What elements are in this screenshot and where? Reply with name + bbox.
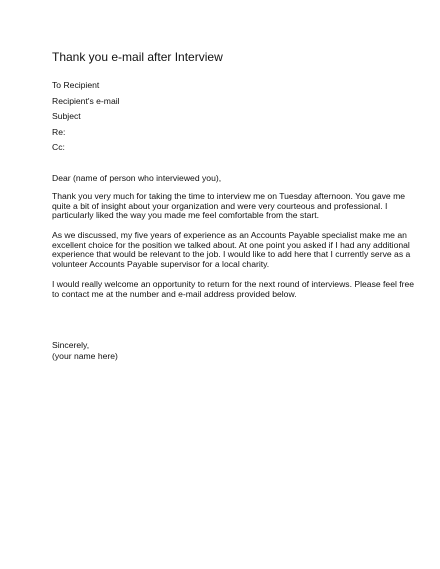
letter-paragraph-2 [52, 230, 411, 269]
paragraph-line: I would really welcome an opportunity to return for the next round of interviews. Please feel free [52, 279, 415, 289]
letter-closing: Sincerely, [52, 340, 90, 350]
re-field: Re: [52, 127, 66, 137]
letter-paragraph-3 [52, 279, 415, 299]
letter-paragraph-1 [52, 191, 406, 221]
paragraph-line: particularly liked the way you made me feel comfortable from the start. [52, 210, 319, 221]
letter-greeting: Dear (name of person who interviewed you), [52, 173, 222, 183]
subject-field: Subject [52, 111, 81, 121]
paragraph-line: volunteer Accounts Payable supervisor for a local charity. [52, 258, 270, 269]
to-field: To Recipient [52, 80, 100, 90]
paragraph-line: experience that would be relevant to the job. I would like to add here that I currently serve as a [52, 249, 411, 260]
paragraph-line: quite a bit of insight about your organization and were very courteous and professional. I [52, 200, 388, 211]
letter-signature: (your name here) [52, 351, 118, 361]
paragraph-line: As we discussed, my five years of experience as an Accounts Payable specialist make me an [52, 230, 407, 240]
document-title: Thank you e-mail after Interview [52, 50, 223, 64]
paragraph-line: Thank you very much for taking the time to interview me on Tuesday afternoon. You gave me [52, 191, 406, 201]
cc-field: Cc: [52, 142, 65, 152]
paragraph-line: to contact me at the number and e-mail address provided below. [52, 288, 297, 299]
paragraph-line: excellent choice for the position we talked about. At one point you asked if I had any additional [52, 239, 410, 250]
email-field: Recipient's e-mail [52, 96, 120, 106]
